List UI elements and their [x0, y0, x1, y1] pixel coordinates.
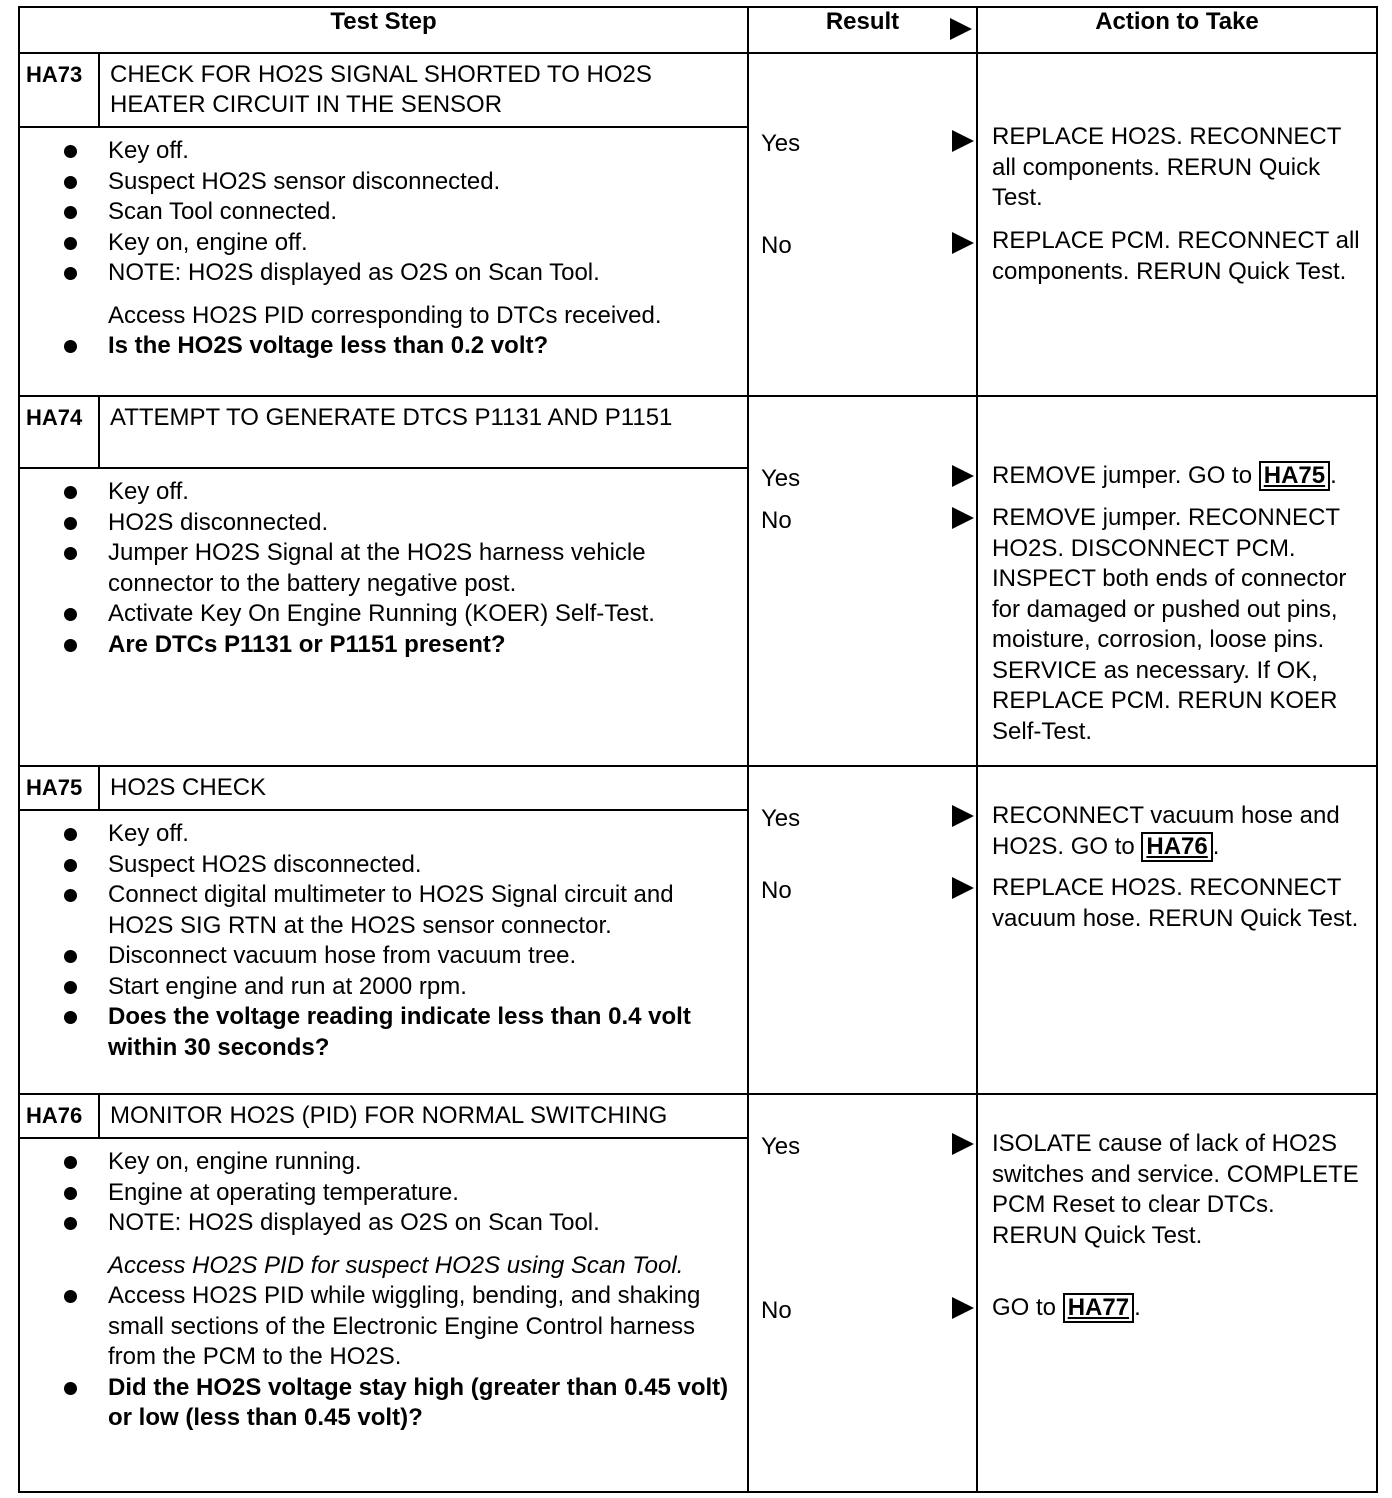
step-title-row	[20, 397, 747, 469]
header-result-label: Result	[825, 8, 900, 35]
action-cell	[977, 1094, 1377, 1492]
header-test-step: Test Step	[19, 7, 748, 53]
action-cell	[977, 396, 1377, 766]
result-cell	[748, 53, 977, 396]
action-yes: REMOVE jumper. GO to HA75 .	[992, 462, 1337, 489]
action-no	[978, 226, 1376, 287]
test-step-cell	[19, 396, 748, 766]
instruction-item: Are DTCs P1131 or P1151 present?	[108, 630, 737, 661]
action-text: GO to	[992, 1294, 1057, 1321]
step-title: HO2S CHECK	[110, 774, 267, 801]
step-instructions	[20, 1139, 747, 1440]
instruction-item: Access HO2S PID while wiggling, bending, and shaking small sections of the Electronic Engine Control harness from the PCM to the HO2S.	[108, 1281, 737, 1373]
arrow-right-icon	[952, 1133, 974, 1155]
action-no	[978, 873, 1376, 934]
step-title-row	[20, 767, 747, 811]
result-cell	[748, 1094, 977, 1492]
instruction-item: Key off.	[108, 136, 737, 167]
instruction-item: Key off.	[108, 477, 737, 508]
instruction-item: Engine at operating temperature.	[108, 1178, 737, 1209]
step-id: HA75	[20, 767, 100, 809]
action-text: REMOVE jumper. GO to	[992, 462, 1253, 489]
arrow-right-icon	[950, 18, 972, 40]
instruction-item: Does the voltage reading indicate less than 0.4 volt within 30 seconds?	[108, 1002, 737, 1063]
action-yes	[978, 122, 1376, 214]
step-title: MONITOR HO2S (PID) FOR NORMAL SWITCHING	[110, 1102, 668, 1129]
instruction-item: Disconnect vacuum hose from vacuum tree.	[108, 941, 737, 972]
step-reference-link[interactable]: HA77	[1063, 1293, 1134, 1323]
action-text: REPLACE HO2S. RECONNECT vacuum hose. RERUN Quick Test.	[992, 874, 1359, 932]
instruction-item: Suspect HO2S disconnected.	[108, 850, 737, 881]
result-no: No	[761, 507, 792, 534]
result-no: No	[761, 232, 792, 259]
result-yes: Yes	[761, 1133, 801, 1160]
instruction-item: Did the HO2S voltage stay high (greater than 0.45 volt) or low (less than 0.45 volt)?	[108, 1373, 737, 1434]
step-title: ATTEMPT TO GENERATE DTCS P1131 AND P1151	[110, 404, 673, 431]
result-yes: Yes	[761, 465, 801, 492]
header-result	[748, 7, 977, 53]
instruction-item: NOTE: HO2S displayed as O2S on Scan Tool.	[108, 258, 737, 289]
step-id: HA74	[20, 397, 100, 467]
test-step-table	[18, 6, 1378, 1493]
test-step-cell	[19, 53, 748, 396]
instruction-item: Key on, engine off.	[108, 228, 737, 259]
step-row-ha73	[19, 53, 1377, 396]
instruction-item: Is the HO2S voltage less than 0.2 volt?	[108, 331, 737, 362]
instruction-item: Connect digital multimeter to HO2S Signal circuit and HO2S SIG RTN at the HO2S sensor connector.	[108, 880, 737, 941]
instruction-item: Start engine and run at 2000 rpm.	[108, 972, 737, 1003]
instruction-item: Jumper HO2S Signal at the HO2S harness vehicle connector to the battery negative post.	[108, 538, 737, 599]
header-action: Action to Take	[977, 7, 1377, 53]
action-text: REMOVE jumper. RECONNECT HO2S. DISCONNECT PCM. INSPECT both ends of connector for damaged or pushed out pins, moisture, corrosion, loose pins. SERVICE as necessary. If OK, REPLACE PCM. RERUN KOER Self-Test.	[992, 504, 1347, 745]
instruction-note: Access HO2S PID corresponding to DTCs received.	[108, 301, 662, 329]
result-yes: Yes	[761, 130, 801, 157]
arrow-right-icon	[952, 232, 974, 254]
step-id: HA76	[20, 1095, 100, 1137]
header-row	[19, 7, 1377, 53]
arrow-right-icon	[952, 507, 974, 529]
step-row-ha74	[19, 396, 1377, 766]
action-text: ISOLATE cause of lack of HO2S switches and service. COMPLETE PCM Reset to clear DTCs. RERUN Quick Test.	[992, 1130, 1359, 1249]
diagnostic-table	[18, 6, 1376, 1492]
action-text: REPLACE PCM. RECONNECT all components. RERUN Quick Test.	[992, 227, 1360, 285]
instruction-item: Activate Key On Engine Running (KOER) Self-Test.	[108, 599, 737, 630]
step-title-row	[20, 54, 747, 128]
result-cell	[748, 766, 977, 1094]
step-title-row	[20, 1095, 747, 1139]
result-no: No	[761, 877, 792, 904]
action-yes	[978, 1129, 1376, 1251]
instruction-note: Access HO2S PID for suspect HO2S using Scan Tool.	[108, 1251, 684, 1279]
action-cell	[977, 766, 1377, 1094]
action-text: RECONNECT vacuum hose and HO2S. GO to	[992, 802, 1340, 860]
instruction-item: Suspect HO2S sensor disconnected.	[108, 167, 737, 198]
step-instructions	[20, 811, 747, 1069]
instruction-item: Key off.	[108, 819, 737, 850]
step-id: HA73	[20, 54, 100, 126]
step-row-ha76	[19, 1094, 1377, 1492]
step-title: CHECK FOR HO2S SIGNAL SHORTED TO HO2S HEATER CIRCUIT IN THE SENSOR	[110, 61, 652, 118]
result-no: No	[761, 1297, 792, 1324]
step-reference-link[interactable]: HA76	[1141, 832, 1212, 862]
action-text: REPLACE HO2S. RECONNECT all components. RERUN Quick Test.	[992, 123, 1341, 211]
step-row-ha75	[19, 766, 1377, 1094]
action-yes: RECONNECT vacuum hose and HO2S. GO to HA76 .	[992, 802, 1340, 860]
instruction-item: NOTE: HO2S displayed as O2S on Scan Tool.	[108, 1208, 737, 1239]
test-step-cell	[19, 1094, 748, 1492]
instruction-item: Scan Tool connected.	[108, 197, 737, 228]
instruction-item: HO2S disconnected.	[108, 508, 737, 539]
arrow-right-icon	[952, 877, 974, 899]
arrow-right-icon	[952, 130, 974, 152]
action-cell	[977, 53, 1377, 396]
result-yes: Yes	[761, 805, 801, 832]
step-reference-link[interactable]: HA75	[1259, 461, 1330, 491]
arrow-right-icon	[952, 465, 974, 487]
instruction-item: Key on, engine running.	[108, 1147, 737, 1178]
test-step-cell	[19, 766, 748, 1094]
step-instructions	[20, 128, 747, 368]
result-cell	[748, 396, 977, 766]
arrow-right-icon	[952, 1297, 974, 1319]
step-instructions	[20, 469, 747, 666]
action-no: GO to HA77 .	[992, 1294, 1141, 1321]
action-no	[978, 503, 1376, 747]
arrow-right-icon	[952, 805, 974, 827]
